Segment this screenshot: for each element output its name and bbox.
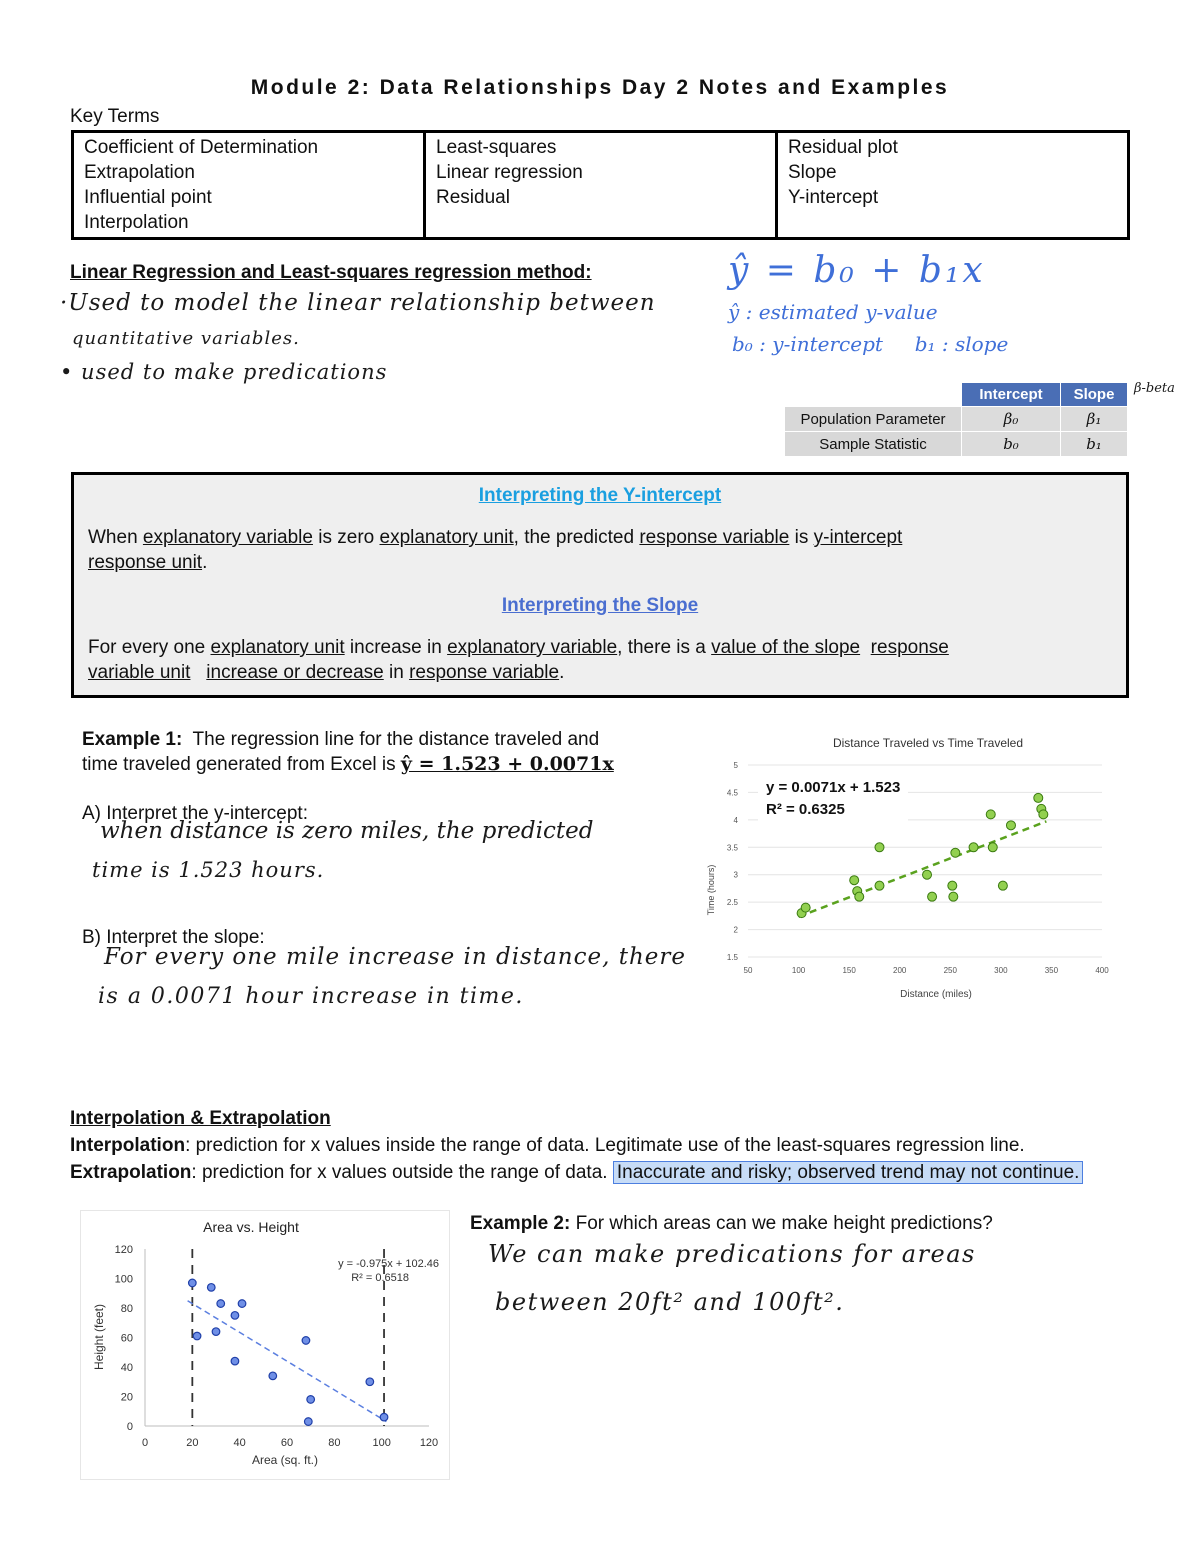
key-terms-col-1: [73, 132, 425, 239]
x-tick-label: 120: [419, 1437, 439, 1449]
data-point: [949, 892, 958, 901]
text: : prediction for x values outside the range of data.: [191, 1162, 613, 1183]
parameter-table: [784, 382, 1128, 457]
blank-response-variable: response variable: [409, 662, 560, 683]
data-point: [969, 843, 978, 852]
y-tick-label: 20: [120, 1391, 133, 1404]
text: .: [202, 552, 208, 573]
key-term: Interpolation: [84, 212, 189, 233]
param-cell: β₀: [962, 407, 1061, 432]
data-point: [801, 903, 810, 912]
linreg-note-1: ·Used to model the linear relationship between: [60, 290, 656, 316]
data-point: [850, 876, 859, 885]
blank-explanatory-variable: explanatory variable: [447, 637, 618, 658]
data-point: [189, 1279, 197, 1287]
y-tick-label: 120: [114, 1244, 133, 1256]
example1-answer-a-1: when distance is zero miles, the predicted: [100, 818, 594, 844]
x-axis-label: Distance (miles): [900, 989, 972, 1000]
data-point: [988, 843, 997, 852]
y-tick-label: 0: [126, 1421, 133, 1433]
blank-explanatory-unit: explanatory unit: [210, 637, 345, 658]
blank-response-unit: response unit: [88, 552, 203, 573]
data-point: [231, 1357, 239, 1365]
key-term: Slope: [788, 162, 837, 183]
data-point: [855, 892, 864, 901]
text: The regression line for the distance traveled and: [192, 729, 600, 750]
text: , there is a: [617, 637, 712, 658]
blank-response: response: [870, 637, 949, 658]
y-tick-label: 5: [733, 761, 738, 770]
example1-answer-b-1: For every one mile increase in distance, there: [104, 944, 687, 970]
y-tick-label: 2.5: [726, 898, 738, 908]
linreg-note-3: • used to make predications: [60, 360, 388, 384]
interpolation-definition: [70, 1135, 1025, 1157]
data-point: [217, 1300, 225, 1308]
blank-increase-decrease: increase or decrease: [206, 662, 384, 683]
y-axis-label: Time (hours): [706, 864, 716, 916]
slope-template: [88, 635, 1112, 685]
key-term: Residual: [436, 187, 510, 208]
interp-extrap-heading: Interpolation & Extrapolation: [70, 1108, 331, 1129]
y-tick-label: 40: [120, 1362, 133, 1374]
text: .: [559, 662, 565, 683]
x-tick-label: 100: [791, 966, 806, 975]
key-term: Residual plot: [788, 137, 898, 158]
key-terms-col-3: [777, 132, 1129, 239]
area-height-chart: [80, 1210, 450, 1480]
r-squared: R² = 0.6518: [351, 1272, 409, 1284]
data-point: [948, 881, 957, 890]
data-point: [193, 1332, 201, 1340]
example1-equation: ŷ = 1.523 + 0.0071x: [400, 753, 614, 775]
y-tick-label: 60: [120, 1332, 133, 1345]
data-point: [875, 881, 884, 890]
trend-equation: y = -0.975x + 102.46: [338, 1258, 439, 1270]
extrapolation-term: Extrapolation: [70, 1162, 192, 1183]
key-terms-label: Key Terms: [70, 106, 160, 127]
param-header-slope: Slope: [1061, 383, 1128, 407]
beta-note: β-beta: [1134, 381, 1175, 396]
data-point: [307, 1396, 315, 1404]
x-tick-label: 60: [280, 1437, 294, 1449]
key-term: Coefficient of Determination: [84, 137, 319, 158]
blank-variable-unit: variable unit: [88, 662, 191, 683]
x-tick-label: 100: [372, 1437, 391, 1449]
data-point: [238, 1300, 246, 1308]
param-row-label: Sample Statistic: [785, 432, 962, 457]
key-term: Least-squares: [436, 137, 557, 158]
example1-question-b: B) Interpret the slope:: [82, 927, 265, 948]
key-terms-table: [71, 130, 1130, 240]
trendline: [188, 1301, 387, 1422]
x-tick-label: 200: [893, 966, 907, 975]
blank-explanatory-unit: explanatory unit: [379, 527, 514, 548]
x-tick-label: 250: [943, 966, 957, 975]
data-point: [231, 1312, 239, 1320]
data-point: [366, 1378, 374, 1386]
param-row-label: Population Parameter: [785, 407, 962, 432]
data-point: [305, 1418, 313, 1426]
key-term: Linear regression: [436, 162, 583, 183]
x-tick-label: 20: [186, 1437, 199, 1449]
example1-question-a: A) Interpret the y-intercept:: [82, 803, 308, 824]
key-terms-col-2: [425, 132, 777, 239]
text: For every one: [88, 637, 211, 658]
y-intercept-heading: Interpreting the Y-intercept: [478, 485, 722, 506]
blank-slope-value: value of the slope: [711, 637, 861, 658]
example2-prompt: [470, 1212, 993, 1236]
data-point: [875, 843, 884, 852]
regression-formula: ŷ = b₀ + b₁x: [728, 250, 986, 291]
data-point: [928, 892, 937, 901]
data-point: [1006, 821, 1015, 830]
data-point: [380, 1413, 388, 1421]
text: , the predicted: [513, 527, 640, 548]
example2-label: Example 2:: [470, 1213, 571, 1234]
key-term: Extrapolation: [84, 162, 195, 183]
interpolation-term: Interpolation: [70, 1135, 186, 1156]
highlighted-text: Inaccurate and risky; observed trend may not continue.: [613, 1161, 1084, 1184]
x-tick-label: 150: [842, 966, 856, 975]
x-tick-label: 50: [743, 966, 753, 975]
extrapolation-definition: [70, 1162, 1083, 1184]
y-tick-label: 1.5: [726, 953, 738, 962]
param-cell: b₀: [962, 432, 1061, 457]
x-tick-label: 0: [141, 1437, 149, 1449]
text: For which areas can we make height predictions?: [570, 1213, 993, 1234]
chart-title: Area vs. Height: [203, 1219, 299, 1235]
text: When: [88, 527, 143, 548]
data-point: [269, 1372, 277, 1380]
text: time traveled generated from Excel is: [82, 754, 401, 775]
key-term: Influential point: [84, 187, 212, 208]
x-tick-label: 80: [328, 1437, 341, 1449]
y-tick-label: 3.5: [726, 843, 738, 853]
param-header-blank: [785, 383, 962, 407]
blank-y-intercept: y-intercept: [813, 527, 903, 548]
linreg-note-2: quantitative variables.: [72, 328, 300, 349]
y-intercept-template: [88, 525, 1112, 575]
data-point: [212, 1328, 220, 1336]
linreg-heading: Linear Regression and Least-squares regression method:: [70, 262, 592, 283]
y-tick-label: 80: [120, 1303, 133, 1315]
data-point: [1039, 810, 1048, 819]
chart-title: Distance Traveled vs Time Traveled: [832, 736, 1024, 750]
b-definitions: b₀ : y-intercept b₁ : slope: [732, 332, 1009, 356]
key-term: Y-intercept: [788, 187, 879, 208]
text: : prediction for x values inside the range of data. Legitimate use of the least-squares regression line.: [185, 1135, 1025, 1156]
y-tick-label: 4: [733, 815, 738, 825]
y-axis-label: Height (feet): [92, 1303, 106, 1371]
text: is: [789, 527, 814, 548]
blank-explanatory-variable: explanatory variable: [142, 527, 313, 548]
slope-heading: Interpreting the Slope: [501, 595, 699, 616]
data-point: [207, 1284, 215, 1292]
y-tick-label: 2: [733, 925, 738, 935]
data-point: [951, 848, 960, 857]
example2-answer-1: We can make predications for areas: [488, 1240, 976, 1268]
blank-response-variable: response variable: [639, 527, 790, 548]
page-title: Module 2: Data Relationships Day 2 Notes and Examples: [250, 76, 950, 99]
interpretation-box: [71, 472, 1129, 698]
example1-prompt: [82, 728, 702, 777]
x-axis-label: Area (sq. ft.): [251, 1453, 319, 1467]
data-point: [986, 810, 995, 819]
data-point: [923, 870, 932, 879]
text: increase in: [344, 637, 448, 658]
r-squared: R² = 0.6325: [766, 801, 845, 818]
x-tick-label: 40: [233, 1437, 246, 1449]
x-tick-label: 400: [1095, 966, 1109, 975]
example1-answer-a-2: time is 1.523 hours.: [92, 858, 325, 882]
x-tick-label: 300: [994, 966, 1008, 975]
yhat-definition: ŷ : estimated y-value: [728, 300, 938, 324]
example1-label: Example 1:: [82, 729, 183, 750]
param-cell: b₁: [1061, 432, 1128, 457]
data-point: [302, 1337, 310, 1345]
y-tick-label: 100: [114, 1273, 133, 1286]
trend-equation: y = 0.0071x + 1.523: [766, 779, 901, 796]
example2-answer-2: between 20ft² and 100ft².: [495, 1288, 845, 1316]
example1-answer-b-2: is a 0.0071 hour increase in time.: [98, 984, 524, 1009]
param-cell: β₁: [1061, 407, 1128, 432]
text: in: [383, 662, 410, 683]
distance-time-chart: [700, 725, 1120, 1015]
text: is zero: [312, 527, 380, 548]
data-point: [998, 881, 1007, 890]
y-tick-label: 4.5: [726, 788, 738, 798]
x-tick-label: 350: [1044, 966, 1059, 975]
data-point: [1034, 793, 1043, 802]
param-header-intercept: Intercept: [962, 383, 1061, 407]
y-tick-label: 3: [733, 870, 738, 880]
